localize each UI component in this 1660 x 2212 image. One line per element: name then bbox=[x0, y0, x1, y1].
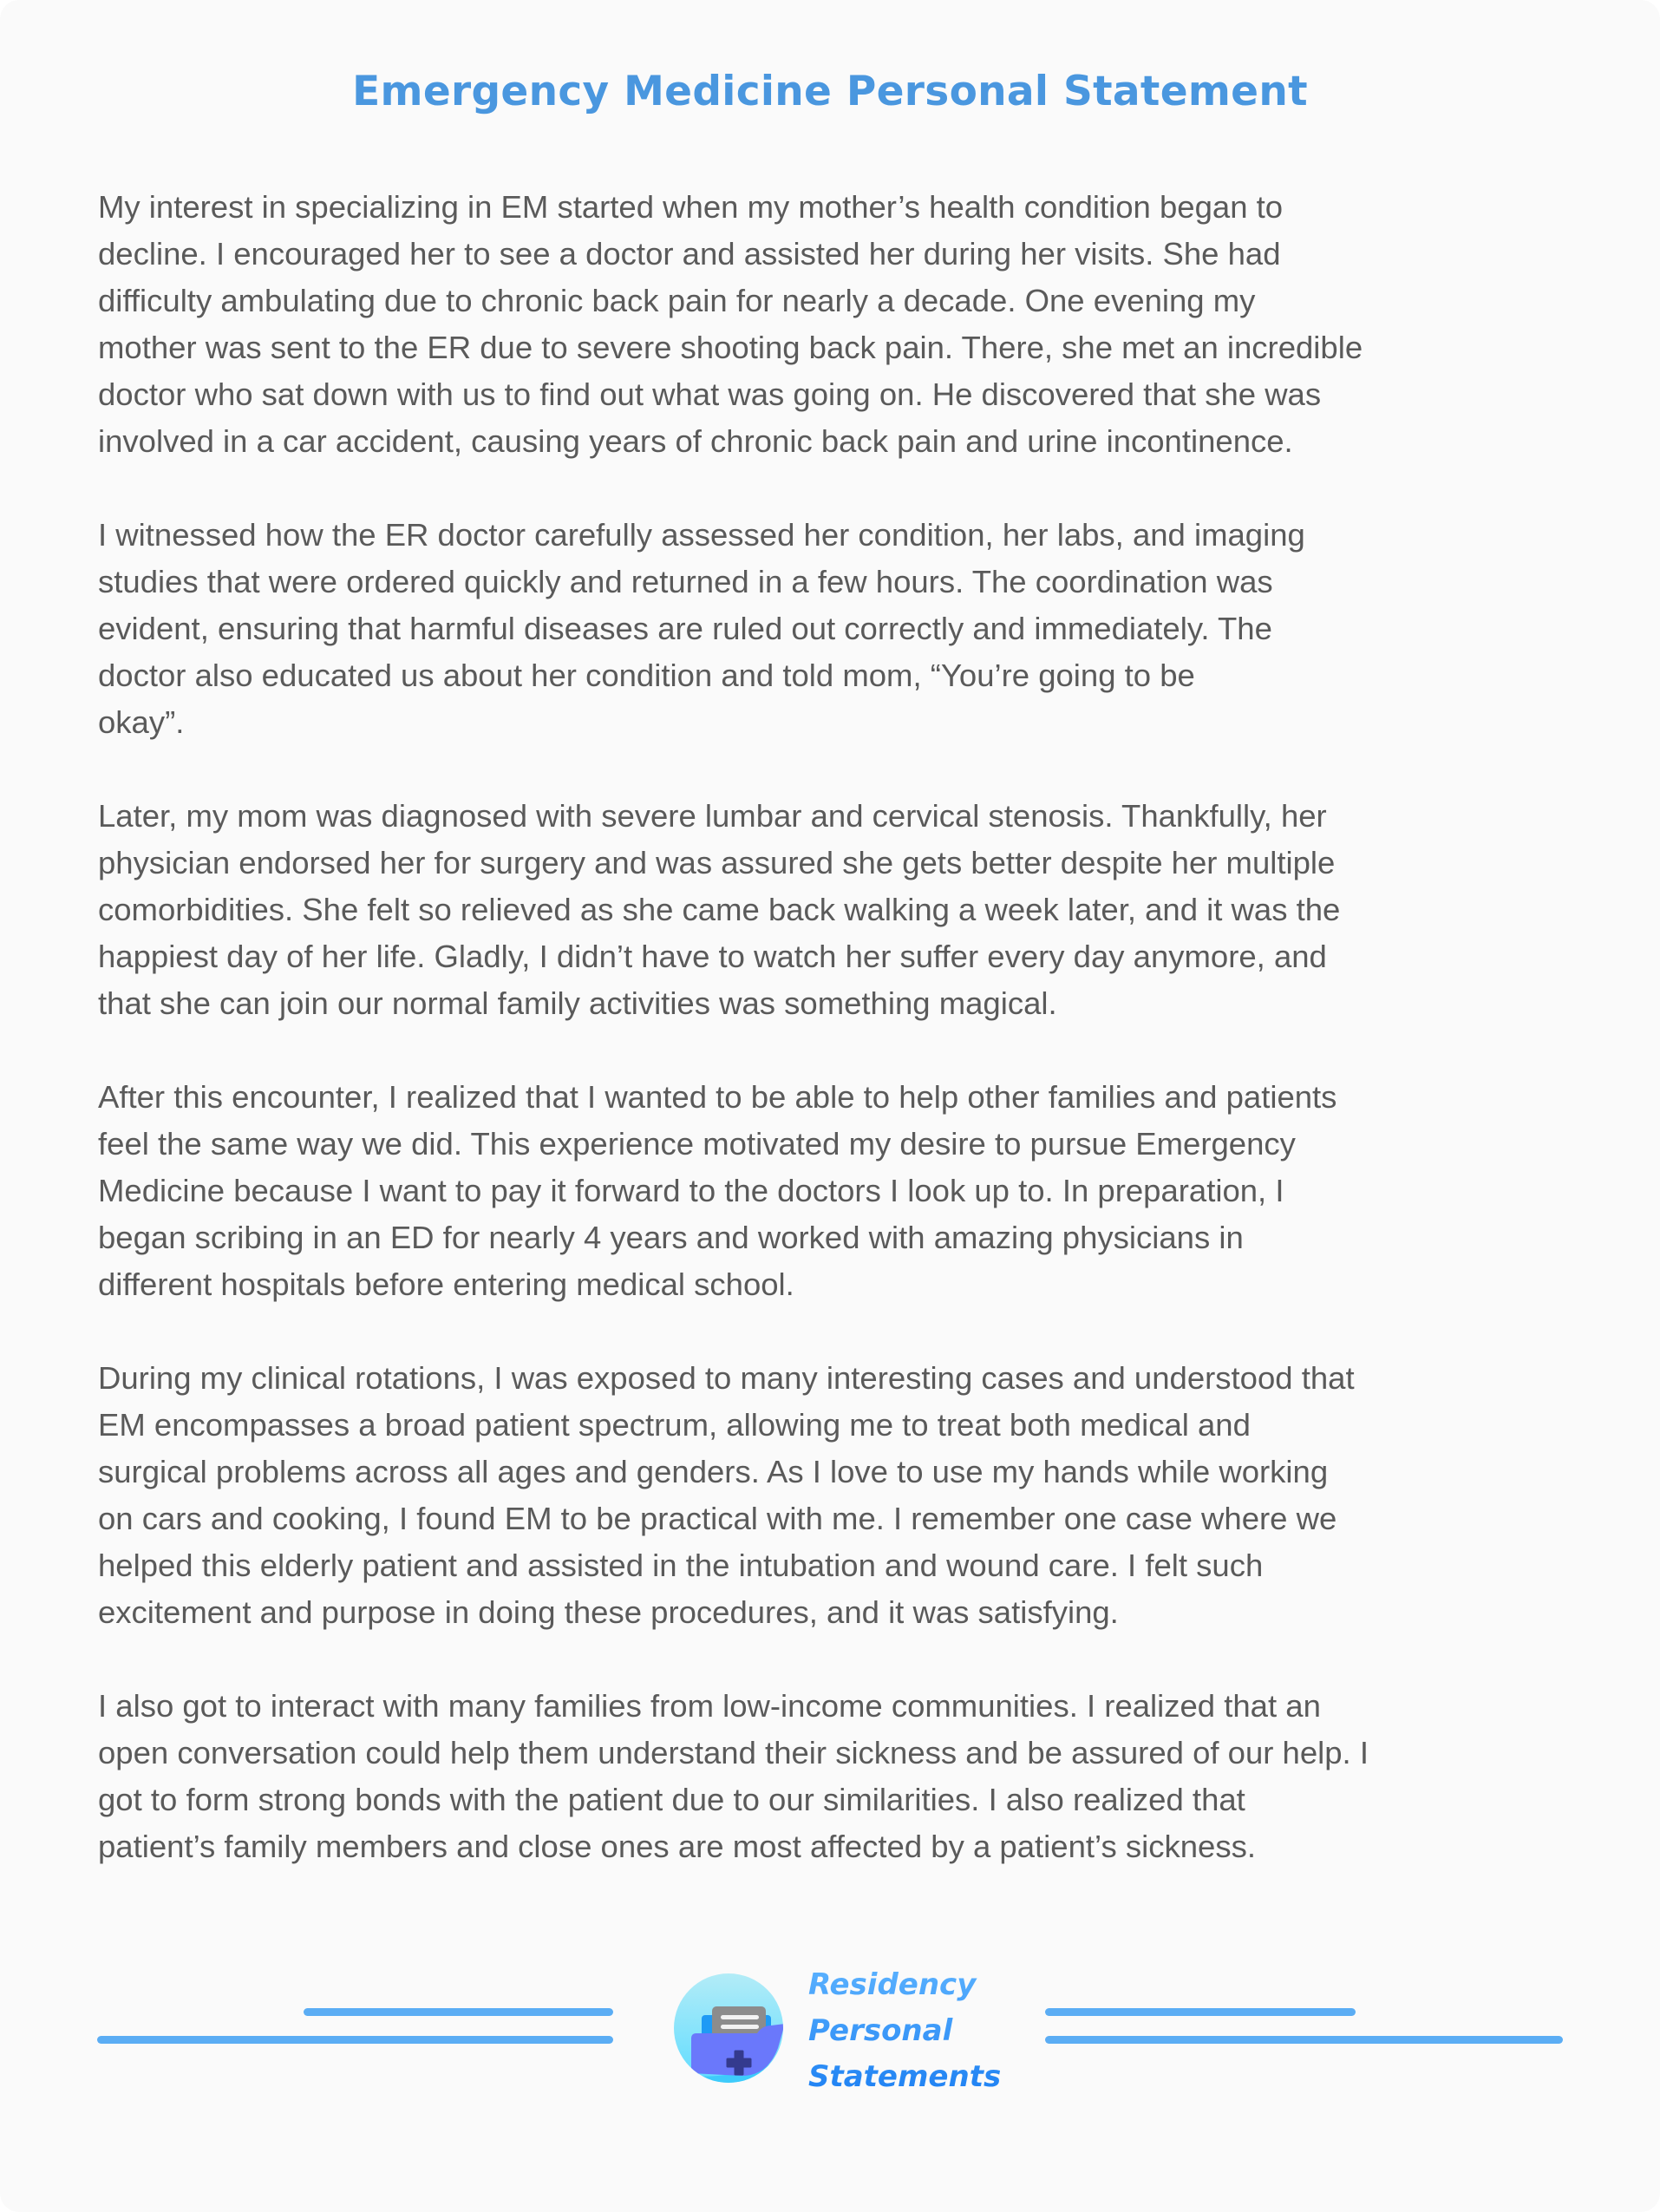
page-title: Emergency Medicine Personal Statement bbox=[352, 68, 1308, 115]
paragraph: During my clinical rotations, I was exposed to many interesting cases and understood that EM encompasses a broad patient spectrum, allowing me to treat both medical and surgical problems across all ages and genders. As I love to use my hands while working on cars and cooking, I found EM to be practical with me. I remember one case where we helped this elderly patient and assisted in the intubation and wound care. I felt such excitement and purpose in doing these procedures, and it was satisfying. bbox=[98, 1360, 1355, 1630]
footer-rule-right-short bbox=[1045, 2008, 1356, 2016]
brand-line: Personal bbox=[808, 2013, 953, 2048]
statement-body bbox=[98, 184, 1572, 1917]
paragraph: I witnessed how the ER doctor carefully assessed her condition, her labs, and imaging studies that were ordered quickly and returned in a few hours. The coordination was evident, ensuring that harmful diseases are ruled out correctly and immediately. The doctor also educated us about her condition and told mom, “You’re going to be okay”. bbox=[98, 517, 1305, 740]
footer-rule-left-short bbox=[304, 2008, 613, 2016]
paragraph: After this encounter, I realized that I wanted to be able to help other families and patients feel the same way we did. This experience motivated my desire to pursue Emergency Medicine because I want to pay it forward to the doctors I look up to. In preparation, I began scribing in an ED for nearly 4 years and worked with amazing physicians in different hospitals before entering medical school. bbox=[98, 1079, 1337, 1302]
brand-line: Statements bbox=[808, 2059, 1002, 2094]
footer-rule-right-long bbox=[1045, 2036, 1563, 2044]
paragraph: I also got to interact with many families from low-income communities. I realized that an open conversation could help them understand their sickness and be assured of our help. I got to form strong bonds with the patient due to our similarities. I also realized that patient’s family members and close ones are most affected by a patient’s sickness. bbox=[98, 1688, 1369, 1864]
brand-wordmark bbox=[808, 1962, 1001, 2100]
medical-folder-icon bbox=[672, 1972, 785, 2084]
paragraph: Later, my mom was diagnosed with severe lumbar and cervical stenosis. Thankfully, her physician endorsed her for surgery and was assured she gets better despite her multiple comorbidities. She felt so relieved as she came back walking a week later, and it was the happiest day of her life. Gladly, I didn’t have to watch her suffer every day anymore, and that she can join our normal family activities was something magical. bbox=[98, 798, 1341, 1021]
brand-line: Residency bbox=[808, 1967, 977, 2002]
paragraph: My interest in specializing in EM started when my mother’s health condition began to decline. I encouraged her to see a doctor and assisted her during her visits. She had difficulty ambulating due to chronic back pain for nearly a decade. One evening my mother was sent to the ER due to severe shooting back pain. There, she met an incredible doctor who sat down with us to find out what was going on. He discovered that she was involved in a car accident, causing years of chronic back pain and urine incontinence. bbox=[98, 189, 1363, 459]
footer-rule-left-long bbox=[97, 2036, 613, 2044]
